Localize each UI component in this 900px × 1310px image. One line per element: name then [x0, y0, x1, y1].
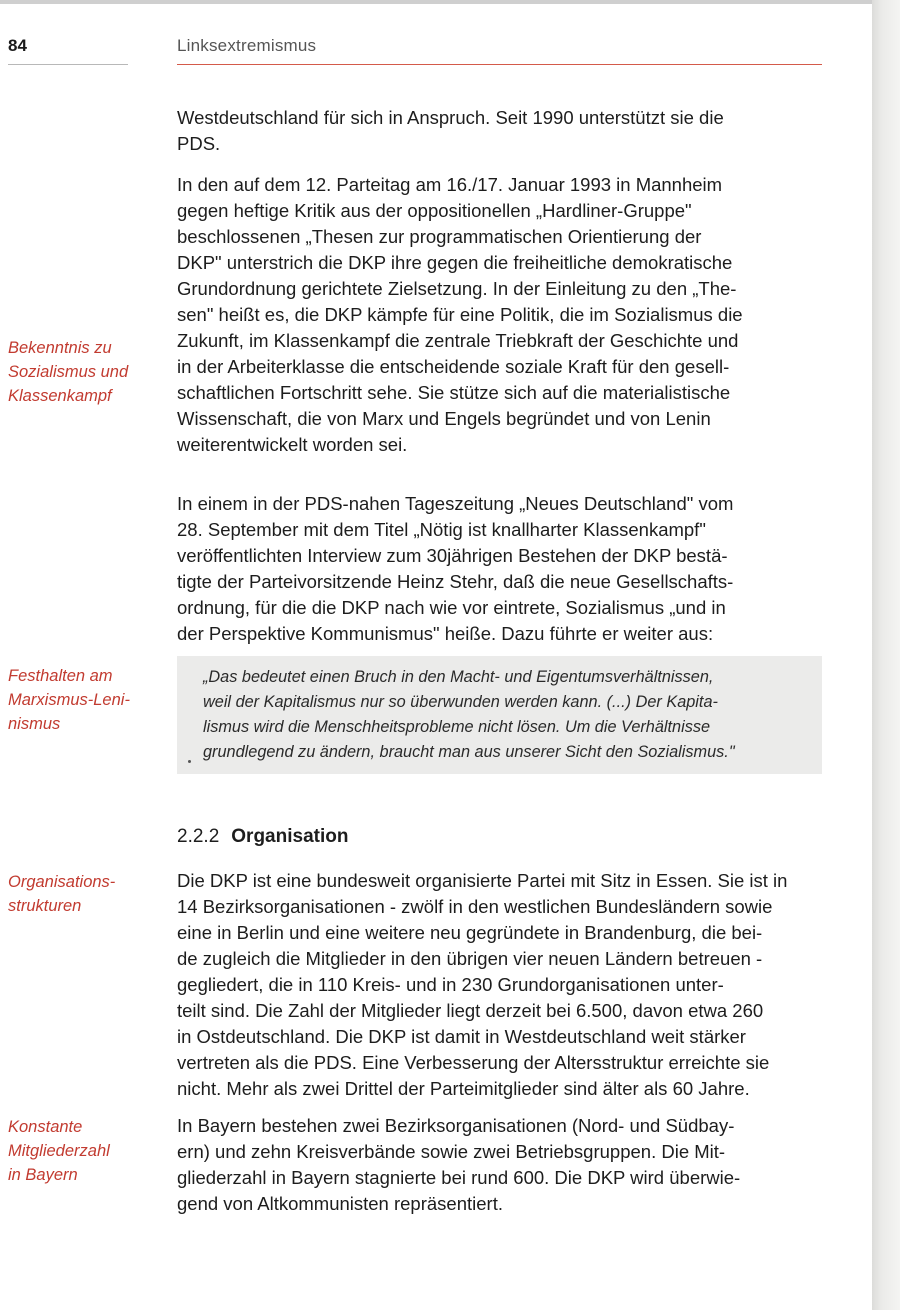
margin-note-bekenntnis: Bekenntnis zu Sozialismus und Klassenkampf — [8, 339, 129, 405]
page-number: 84 — [8, 36, 27, 55]
paragraph-text: Westdeutschland für sich in Anspruch. Seit 1990 unterstützt sie die PDS. — [177, 107, 724, 154]
quote-box: „Das bedeutet einen Bruch in den Macht- und Eigentumsverhältnissen, weil der Kapitalismus nur so überwunden werden kann. (...) Der Kapita- lismus wird die Menschheitsprobleme nicht lösen. Um die Verhältnisse grundlegend zu ändern, braucht man aus unserer Sicht den Sozialismus." — [177, 656, 822, 774]
paragraph-2 — [177, 172, 822, 458]
paragraph-text: Die DKP ist eine bundesweit organisierte Partei mit Sitz in Essen. Sie ist in 14 Bezirksorganisationen - zwölf in den westlichen Bundesländern sowie eine in Berlin und eine weitere neu gegründete in Brandenburg, die bei- de zugleich die Mitglieder in den übrigen vier neuen Ländern betreuen - gegliedert, die in 110 Kreis- und in 230 Grundorganisationen unter- teilt sind. Die Zahl der Mitglieder liegt derzeit bei 6.500, davon etwa 260 in Ostdeutschland. Die DKP ist damit in Westdeutschland weit stärker vertreten als die PDS. Eine Verbesserung der Altersstruktur erreichte sie nicht. Mehr als zwei Drittel der Parteimitglieder sind älter als 60 Jahre. — [177, 870, 788, 1099]
paragraph-text: In einem in der PDS-nahen Tageszeitung „Neues Deutschland" vom 28. September mit dem Titel „Nötig ist knallharter Klassenkampf" veröffentlichten Interview zum 30jährigen Bestehen der DKP bestä- tigte der Parteivorsitzende Heinz Stehr, daß die neue Gesellschafts- ordnung, für die die DKP nach wie vor eintrete, Sozialismus „und in der Perspektive Kommunismus" heiße. Dazu führte er weiter aus: — [177, 493, 734, 644]
section-title: Organisation — [231, 826, 349, 847]
section-heading — [177, 826, 348, 848]
page-edge-shadow — [872, 0, 900, 1310]
header-rule-left — [8, 64, 128, 65]
margin-note-konstante: Konstante Mitgliederzahl in Bayern — [8, 1118, 110, 1184]
margin-note-festhalten: Festhalten am Marxismus-Leni- nismus — [8, 667, 130, 733]
section-number: 2.2.2 — [177, 826, 220, 847]
page-header — [0, 0, 872, 70]
paragraph-text: In den auf dem 12. Parteitag am 16./17. Januar 1993 in Mannheim gegen heftige Kritik aus der oppositionellen „Hardliner-Gruppe" beschlossenen „Thesen zur programmatischen Orientierung der DKP" unterstrich die DKP ihre gegen die freiheitliche demokratische Grundordnung gerichtete Zielsetzung. In der Einleitung zu den „The- sen" heißt es, die DKP kämpfe für eine Politik, die im Sozialismus die Zukunft, im Klassenkampf die zentrale Triebkraft der Geschichte und in der Arbeiterklasse die entscheidende soziale Kraft für den gesell- schaftlichen Fortschritt sehe. Sie stütze sich auf die materialistische Wissenschaft, die von Marx und Engels begründet und von Lenin weiterentwickelt worden sei. — [177, 174, 743, 455]
running-head: Linksextremismus — [177, 36, 317, 55]
paragraph-text: In Bayern bestehen zwei Bezirksorganisationen (Nord- und Südbay- ern) und zehn Kreisverbände sowie zwei Betriebsgruppen. Die Mit- gliederzahl in Bayern stagnierte bei rund 600. Die DKP wird überwie- gend von Altkommunisten repräsentiert. — [177, 1115, 741, 1214]
paragraph-4 — [177, 868, 822, 1102]
paragraph-3 — [177, 491, 822, 647]
paragraph-1 — [177, 105, 822, 157]
paragraph-5 — [177, 1113, 822, 1217]
margin-note-organisationsstrukturen: Organisations- strukturen — [8, 873, 116, 915]
header-rule-right — [177, 64, 822, 65]
quote-dot — [188, 760, 191, 763]
